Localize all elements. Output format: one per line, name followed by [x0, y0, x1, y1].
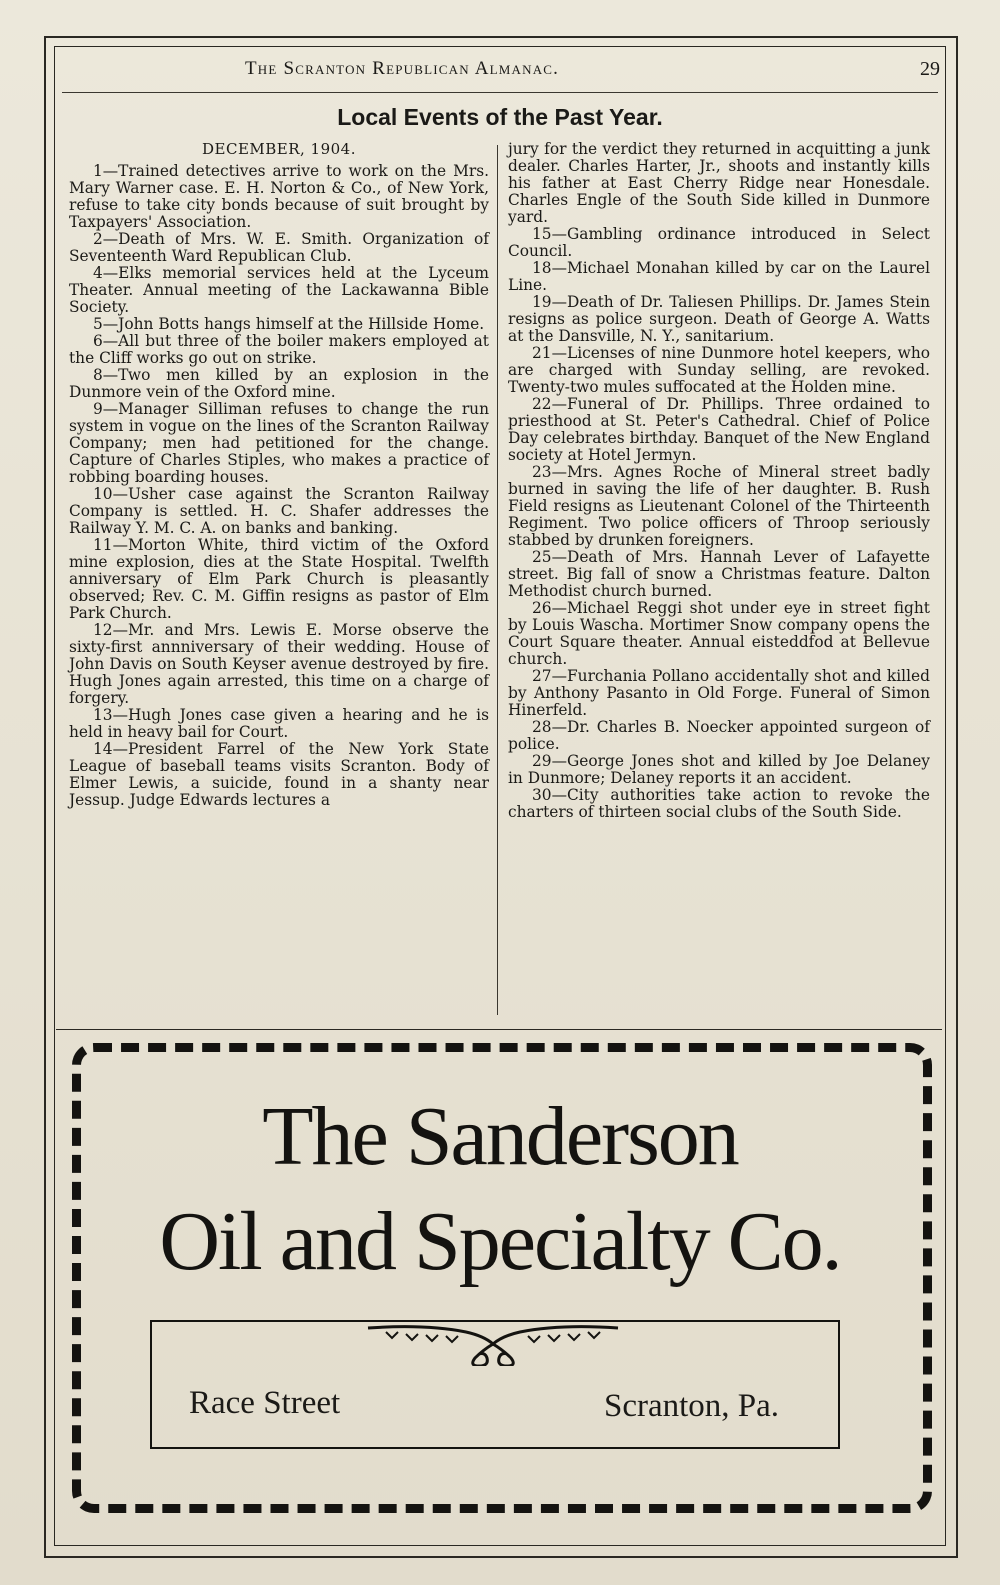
running-head — [60, 58, 940, 88]
month-heading: DECEMBER, 1904. — [201, 140, 356, 158]
event-entry: 28—Dr. Charles B. Noecker appointed surgeon of police. — [508, 718, 930, 753]
ad-address-street: Race Street — [189, 1385, 341, 1421]
event-entry: 18—Michael Monahan killed by car on the Laurel Line. — [508, 259, 930, 294]
event-entry: 14—President Farrel of the New York State League of baseball teams visits Scranton. Body of Elmer Lewis, a suicide, found in a shanty near Jessup. Judge Edwards lectures a — [69, 740, 489, 809]
ad-address-city: Scranton, Pa. — [604, 1388, 780, 1424]
event-entry: 1—Trained detectives arrive to work on the Mrs. Mary Warner case. E. H. Norton & Co., of New York, refuse to take city bonds because of suit brought by Taxpayers' Association. — [69, 162, 489, 231]
page-number: 29 — [920, 58, 940, 80]
event-entry: 9—Manager Silliman refuses to change the run system in vogue on the lines of the Scranton Railway Company; men had petitioned for the change. Capture of Charles Stiples, who makes a practice of robbing boarding houses. — [69, 400, 489, 486]
event-entry: 13—Hugh Jones case given a hearing and he is held in heavy bail for Court. — [69, 706, 489, 741]
event-entry: 10—Usher case against the Scranton Railway Company is settled. H. C. Shafer addresses the Railway Y. M. C. A. on banks and banking. — [69, 485, 489, 537]
column-divider — [497, 145, 498, 1015]
almanac-title: The Scranton Republican Almanac. — [245, 58, 560, 79]
header-rule — [62, 92, 938, 96]
left-column — [69, 141, 489, 1021]
event-entry: 23—Mrs. Agnes Roche of Mineral street badly burned in saving the life of her daughter. B. Rush Field resigns as Lieutenant Colonel of the Thirteenth Regiment. Two police officers of Throop seriously stabbed by drunken foreigners. — [508, 463, 930, 549]
event-entry: 6—All but three of the boiler makers employed at the Cliff works go out on strike. — [69, 332, 489, 367]
ad-company-line2: Oil and Specialty Co. — [159, 1195, 841, 1288]
ad-company-line1: The Sanderson — [262, 1090, 738, 1183]
scroll-ornament-icon — [366, 1322, 620, 1366]
event-entry: 19—Death of Dr. Taliesen Phillips. Dr. James Stein resigns as police surgeon. Death of George A. Watts at the Dansville, N. Y., sanitarium. — [508, 293, 930, 345]
event-entry: 15—Gambling ordinance introduced in Select Council. — [508, 225, 930, 260]
event-entry: 30—City authorities take action to revoke the charters of thirteen social clubs of the South Side. — [508, 786, 930, 821]
section-rule — [56, 1029, 942, 1030]
event-entry: 4—Elks memorial services held at the Lyceum Theater. Annual meeting of the Lackawanna Bible Society. — [69, 264, 489, 316]
event-entry: 21—Licenses of nine Dunmore hotel keepers, who are charged with Sunday selling, are revoked. Twenty-two mules suffocated at the Holden mine. — [508, 344, 930, 396]
event-entry: 12—Mr. and Mrs. Lewis E. Morse observe the sixty-first annniversary of their wedding. House of John Davis on South Keyser avenue destroyed by fire. Hugh Jones again arrested, this time on a charge of forgery. — [69, 621, 489, 707]
event-entry: 27—Furchania Pollano accidentally shot and killed by Anthony Pasanto in Old Forge. Funeral of Simon Hinerfeld. — [508, 667, 930, 719]
event-entry: 8—Two men killed by an explosion in the Dunmore vein of the Oxford mine. — [69, 366, 489, 401]
event-entry: 22—Funeral of Dr. Phillips. Three ordained to priesthood at St. Peter's Cathedral. Chief of Police Day celebrates birthday. Banquet of the New England society at Hotel Jermyn. — [508, 395, 930, 464]
event-entry: 11—Morton White, third victim of the Oxford mine explosion, dies at the State Hospital. Twelfth anniversary of Elm Park Church is pleasantly observed; Rev. C. M. Giffin resigns as pastor of Elm Park Church. — [69, 536, 489, 622]
right-column — [508, 141, 930, 1021]
event-entry: 26—Michael Reggi shot under eye in street fight by Louis Wascha. Mortimer Snow company opens the Court Square theater. Annual eisteddfod at Bellevue church. — [508, 599, 930, 668]
event-entry: 5—John Botts hangs himself at the Hillside Home. — [93, 315, 485, 333]
event-entry: 29—George Jones shot and killed by Joe Delaney in Dunmore; Delaney reports it an accident. — [508, 752, 930, 787]
section-title: Local Events of the Past Year. — [337, 104, 663, 130]
event-entry: 2—Death of Mrs. W. E. Smith. Organization of Seventeenth Ward Republican Club. — [69, 230, 489, 265]
event-continuation: jury for the verdict they returned in acquitting a junk dealer. Charles Harter, Jr., shoots and instantly kills his father at East Cherry Ridge near Honesdale. Charles Engle of the South Side killed in Dunmore yard. — [508, 140, 930, 226]
event-entry: 25—Death of Mrs. Hannah Lever of Lafayette street. Big fall of snow a Christmas feature. Dalton Methodist church burned. — [508, 548, 930, 600]
